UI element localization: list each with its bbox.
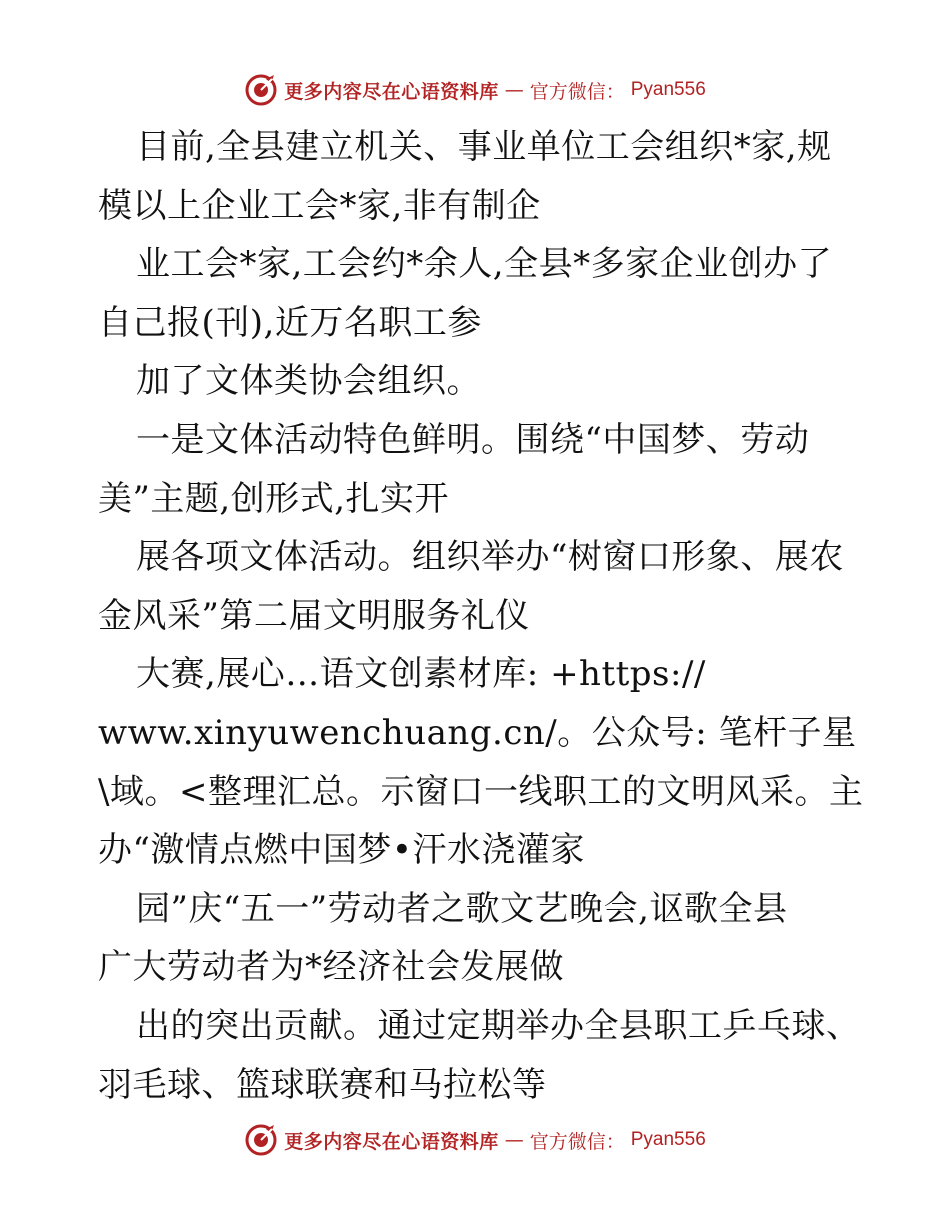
body-text-line: 自己报(刊),近万名职工参 (98, 302, 482, 343)
body-text-line: 加了文体类协会组织。 (136, 361, 481, 402)
banner-brand-text: 更多内容尽在心语资料库 (284, 80, 499, 103)
body-text-line: 美”主题,创形式,扎实开 (98, 478, 449, 519)
body-text-line: www.xinyuwenchuang.cn/。公众号: 笔杆子星 (98, 712, 857, 753)
body-text-line: 园”庆“五一”劳动者之歌文艺晚会,讴歌全县 (136, 888, 788, 929)
banner-account-id: Pyan556 (630, 1129, 706, 1150)
brand-logo-icon (244, 1123, 278, 1157)
body-text-line: 金风采”第二届文明服务礼仪 (98, 595, 530, 636)
body-text-line: \域。<整理汇总。示窗口一线职工的文明风采。主 (98, 771, 864, 812)
body-text-line: 目前,全县建立机关、事业单位工会组织*家,规 (136, 127, 832, 167)
banner-official-label: 官方微信： (529, 80, 625, 103)
body-text-line: 羽毛球、篮球联赛和马拉松等 (98, 1064, 547, 1105)
body-text-line: 大赛,展心…语文创素材库: +https:// (136, 654, 706, 695)
banner-dash: — (504, 1129, 524, 1151)
brand-logo-icon (244, 73, 278, 107)
body-text-line: 广大劳动者为*经济社会发展做 (98, 947, 564, 988)
body-text-line: 展各项文体活动。组织举办“树窗口形象、展农 (136, 537, 844, 578)
footer-banner (0, 1120, 950, 1160)
banner-account-id: Pyan556 (630, 79, 706, 100)
banner-official-label: 官方微信： (529, 1130, 625, 1153)
header-banner (0, 70, 950, 110)
body-text-line: 业工会*家,工会约*余人,全县*多家企业创办了 (136, 244, 833, 285)
body-text-line: 出的突出贡献。通过定期举办全县职工乒乓球、 (136, 1005, 861, 1046)
body-text-line: 模以上企业工会*家,非有制企 (98, 185, 541, 226)
body-text-line: 一是文体活动特色鲜明。围绕“中国梦、劳动 (136, 419, 810, 460)
body-text-line: 办“激情点燃中国梦•汗水浇灌家 (98, 830, 585, 871)
banner-dash: — (504, 79, 524, 101)
banner-brand-text: 更多内容尽在心语资料库 (284, 1130, 499, 1153)
document-body (98, 118, 868, 1114)
